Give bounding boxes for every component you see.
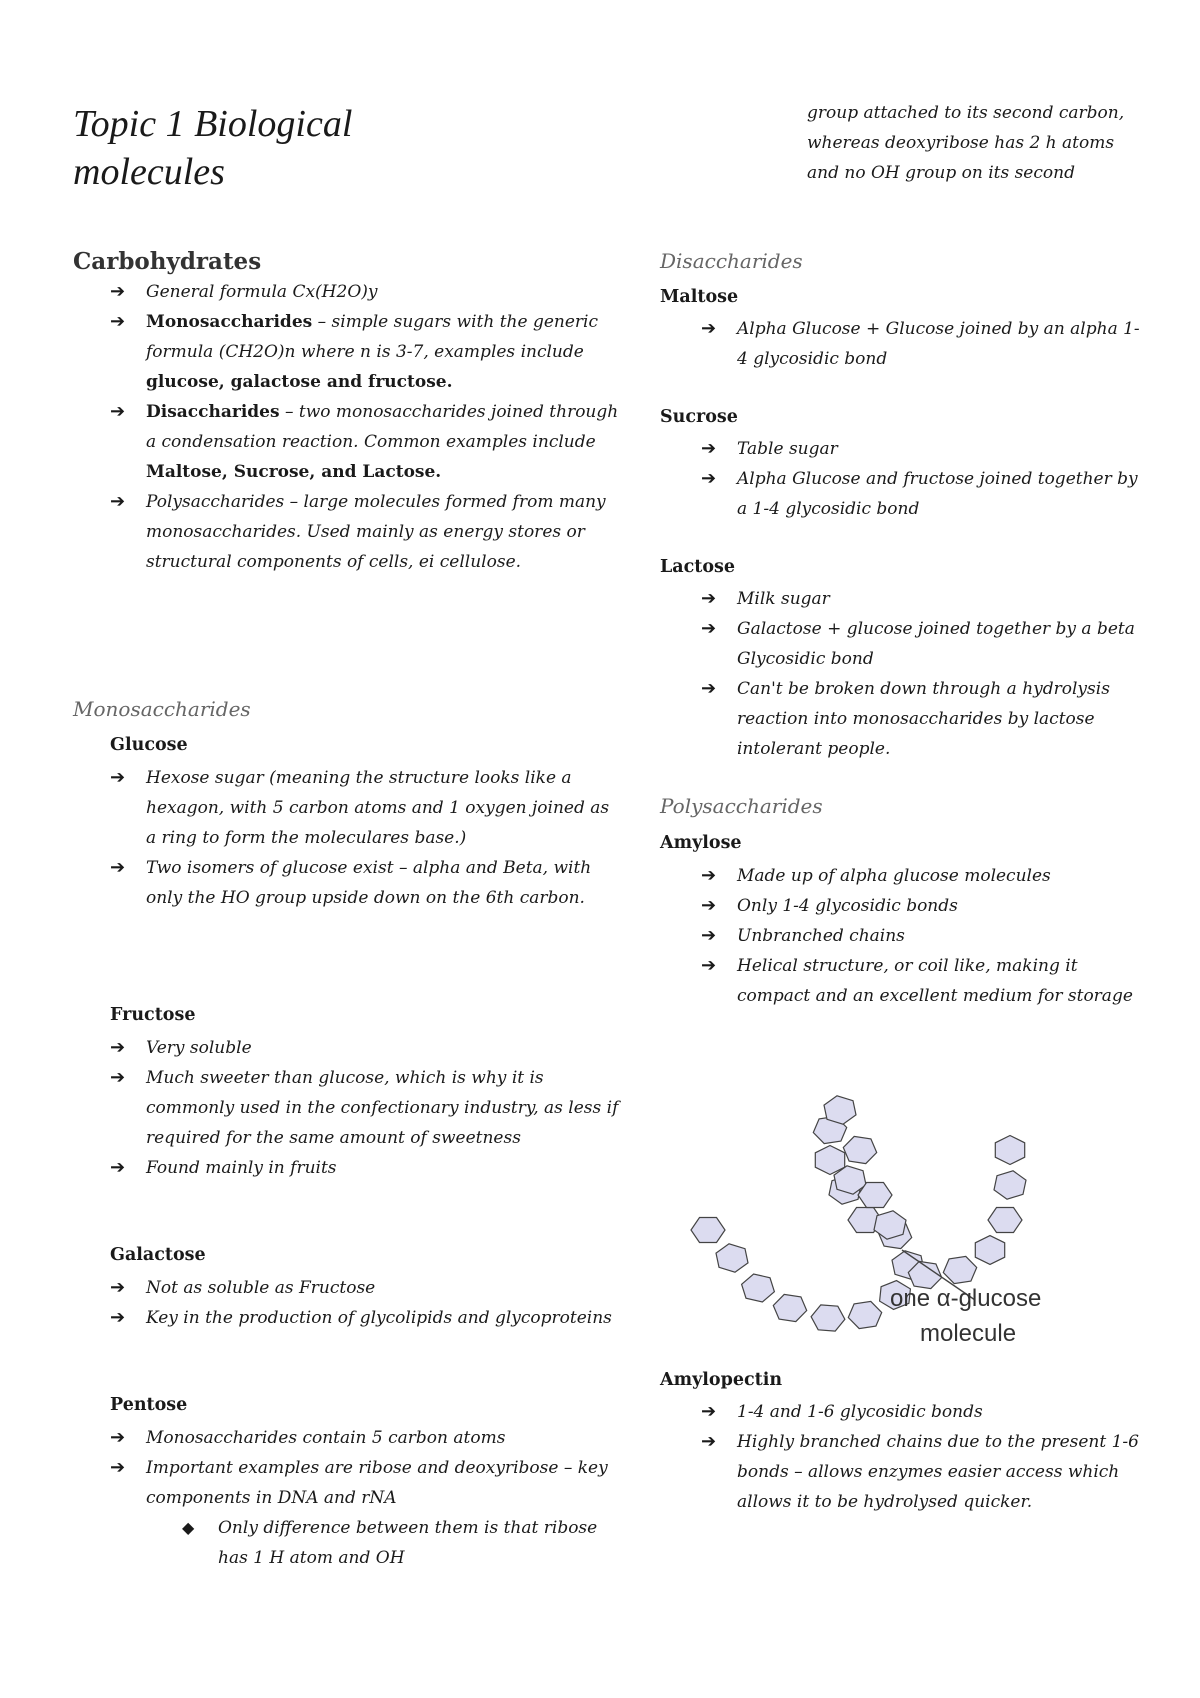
amylose-chain-figure	[690, 1090, 1130, 1360]
arrow-icon: ➔	[701, 438, 717, 459]
pentose-sublist	[146, 1513, 620, 1573]
amylopectin-title: Amylopectin	[660, 1370, 783, 1390]
arrow-icon: ➔	[110, 281, 126, 302]
list-item: ➔ Milk sugar	[701, 584, 1141, 614]
arrow-icon: ➔	[110, 857, 126, 878]
arrow-icon: ➔	[110, 1307, 126, 1328]
arrow-icon: ➔	[701, 318, 717, 339]
glucose-hexagon	[994, 1171, 1026, 1199]
galactose-list	[110, 1273, 620, 1333]
arrow-icon: ➔	[110, 1277, 126, 1298]
list-item: ➔ Can't be broken down through a hydrolysis reaction into monosaccharides by lactose intolerant people.	[701, 674, 1141, 764]
arrow-icon: ➔	[701, 955, 717, 976]
arrow-icon: ➔	[701, 1431, 717, 1452]
list-item: ➔ Monosaccharides – simple sugars with the generic formula (CH2O)n where n is 3-7, examples include glucose, galactose and fructose.	[110, 307, 620, 397]
glucose-hexagon	[843, 1136, 876, 1163]
glucose-hexagon	[811, 1305, 845, 1331]
monosaccharides-heading: Monosaccharides	[73, 697, 251, 721]
list-item: ➔ Only 1-4 glycosidic bonds	[701, 891, 1141, 921]
list-item: ➔ Monosaccharides contain 5 carbon atoms	[110, 1423, 620, 1453]
list-item: ➔ Table sugar	[701, 434, 1141, 464]
glucose-hexagon	[943, 1256, 976, 1283]
arrow-icon: ➔	[701, 865, 717, 886]
glucose-hexagon	[848, 1301, 881, 1328]
disaccharides-heading: Disaccharides	[660, 249, 803, 273]
amylose-title: Amylose	[660, 833, 742, 853]
arrow-icon: ➔	[110, 1457, 126, 1478]
lactose-list	[701, 584, 1141, 764]
glucose-list	[110, 763, 620, 913]
polysaccharides-heading: Polysaccharides	[660, 794, 823, 818]
carbohydrates-heading: Carbohydrates	[73, 248, 262, 275]
glucose-hexagon	[716, 1244, 748, 1272]
pentose-list	[110, 1423, 620, 1573]
glucose-hexagon	[742, 1274, 775, 1302]
galactose-title: Galactose	[110, 1245, 206, 1265]
arrow-icon: ➔	[110, 1067, 126, 1088]
arrow-icon: ➔	[110, 1037, 126, 1058]
glucose-hexagon	[824, 1096, 856, 1124]
glucose-hexagon	[995, 1136, 1024, 1165]
glucose-hexagon	[773, 1294, 806, 1321]
carbohydrates-list	[110, 277, 620, 577]
list-item: ➔ 1-4 and 1-6 glycosidic bonds	[701, 1397, 1141, 1427]
fructose-title: Fructose	[110, 1005, 196, 1025]
amylose-list	[701, 861, 1141, 1011]
arrow-icon: ➔	[110, 401, 126, 422]
arrow-icon: ➔	[110, 491, 126, 512]
list-item: ➔ General formula Cx(H2O)y	[110, 277, 620, 307]
list-item: ➔ Key in the production of glycolipids and glycoproteins	[110, 1303, 620, 1333]
arrow-icon: ➔	[701, 895, 717, 916]
list-item: ➔ Galactose + glucose joined together by a beta Glycosidic bond	[701, 614, 1141, 674]
lactose-title: Lactose	[660, 557, 736, 577]
glucose-hexagon	[975, 1236, 1004, 1265]
list-item: ◆ Only difference between them is that ribose has 1 H atom and OH	[182, 1513, 620, 1573]
arrow-icon: ➔	[701, 1401, 717, 1422]
arrow-icon: ➔	[110, 1427, 126, 1448]
amylopectin-list	[701, 1397, 1141, 1517]
amylose-chain-diagram	[690, 1090, 1130, 1360]
list-item: ➔ Made up of alpha glucose molecules	[701, 861, 1141, 891]
continuation-text: group attached to its second carbon, whereas deoxyribose has 2 h atoms and no OH group on its second	[807, 103, 1125, 183]
list-item: ➔ Unbranched chains	[701, 921, 1141, 951]
list-item: ➔ Polysaccharides – large molecules formed from many monosaccharides. Used mainly as energy stores or structural components of cells, ei cellulose.	[110, 487, 620, 577]
arrow-icon: ➔	[110, 767, 126, 788]
maltose-list	[701, 314, 1141, 374]
list-item: ➔ Two isomers of glucose exist – alpha and Beta, with only the HO group upside down on the 6th carbon.	[110, 853, 620, 913]
arrow-icon: ➔	[701, 468, 717, 489]
pentose-title: Pentose	[110, 1395, 188, 1415]
arrow-icon: ➔	[701, 678, 717, 699]
list-item: ➔ Found mainly in fruits	[110, 1153, 620, 1183]
maltose-title: Maltose	[660, 287, 739, 307]
arrow-icon: ➔	[701, 588, 717, 609]
list-item: ➔ Very soluble	[110, 1033, 620, 1063]
list-item: ➔ Helical structure, or coil like, making it compact and an excellent medium for storage	[701, 951, 1141, 1011]
list-item: ➔ Not as soluble as Fructose	[110, 1273, 620, 1303]
glucose-hexagon	[988, 1208, 1022, 1233]
list-item: ➔ Hexose sugar (meaning the structure looks like a hexagon, with 5 carbon atoms and 1 oxygen joined as a ring to form the moleculares base.)	[110, 763, 620, 853]
list-item: ➔ Much sweeter than glucose, which is why it is commonly used in the confectionary industry, as less if required for the same amount of sweetness	[110, 1063, 620, 1153]
list-item: ➔ Alpha Glucose + Glucose joined by an alpha 1-4 glycosidic bond	[701, 314, 1141, 374]
list-item: ➔ Highly branched chains due to the present 1-6 bonds – allows enzymes easier access which allows it to be hydrolysed quicker.	[701, 1427, 1141, 1517]
arrow-icon: ➔	[110, 311, 126, 332]
sucrose-list	[701, 434, 1141, 524]
arrow-icon: ➔	[701, 925, 717, 946]
diamond-icon: ◆	[182, 1518, 195, 1537]
fructose-list	[110, 1033, 620, 1183]
glucose-hexagon	[691, 1218, 725, 1243]
glucose-title: Glucose	[110, 735, 188, 755]
arrow-icon: ➔	[110, 1157, 126, 1178]
figure-label-line1: one α-glucose	[890, 1285, 1042, 1312]
list-item: ➔ Important examples are ribose and deoxyribose – key components in DNA and rNA ◆ Only difference between them is that ribose has 1 H atom and OH	[110, 1453, 620, 1573]
figure-label-line2: molecule	[920, 1320, 1017, 1347]
arrow-icon: ➔	[701, 618, 717, 639]
sucrose-title: Sucrose	[660, 407, 738, 427]
page-title: Topic 1 Biological molecules	[73, 103, 353, 193]
list-item: ➔ Disaccharides – two monosaccharides joined through a condensation reaction. Common examples include Maltose, Sucrose, and Lactose.	[110, 397, 620, 487]
list-item: ➔ Alpha Glucose and fructose joined together by a 1-4 glycosidic bond	[701, 464, 1141, 524]
